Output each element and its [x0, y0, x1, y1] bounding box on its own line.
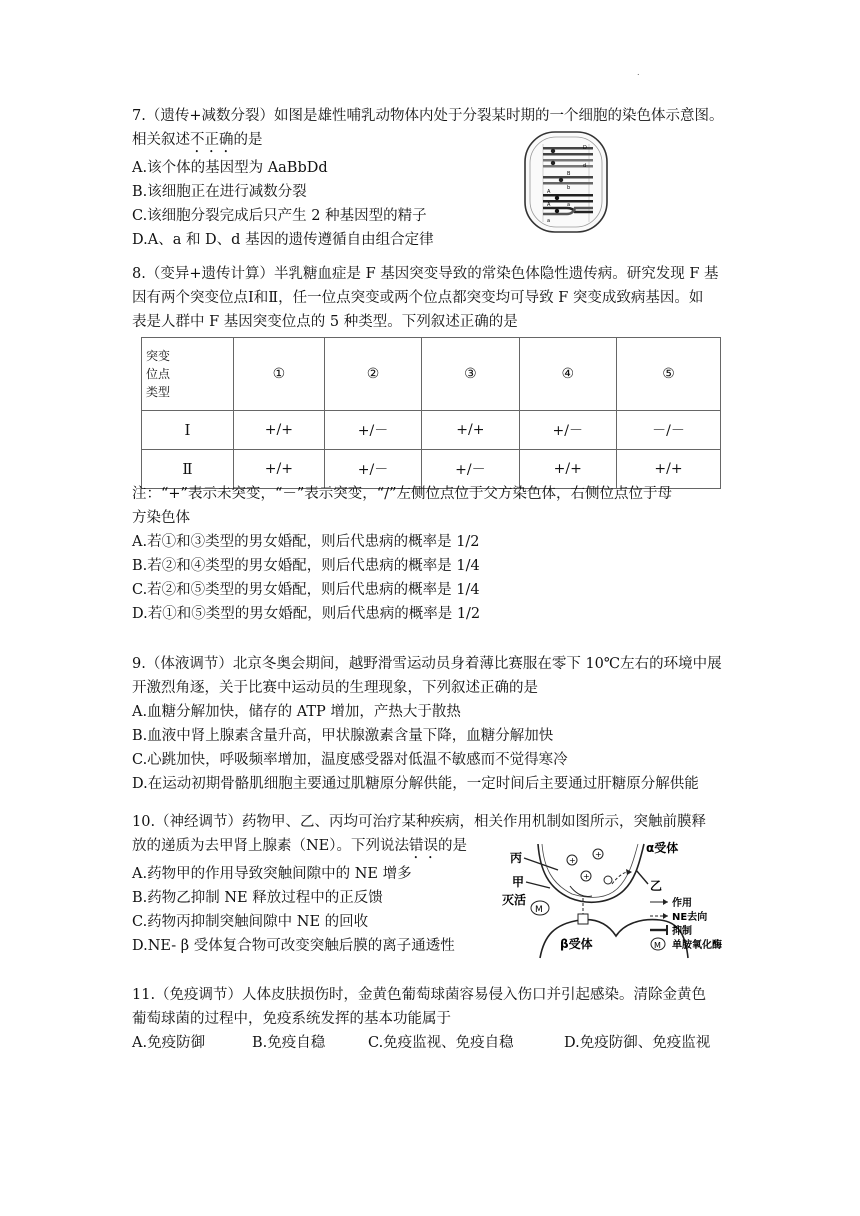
q7-cell-figure — [523, 130, 609, 234]
table-cell: －/－ — [616, 411, 720, 450]
table-cell: +/+ — [422, 411, 519, 450]
q11-options — [132, 1031, 732, 1055]
table-cell: +/+ — [234, 411, 325, 450]
q7-stem-line2 — [132, 128, 732, 156]
table-header-5: ⑤ — [616, 338, 720, 411]
q11-stem-line2: 葡萄球菌的过程中，免疫系统发挥的基本功能属于 — [132, 1011, 451, 1027]
q7-option-c: C.该细胞分裂完成后只产生 2 种基因型的精子 — [132, 208, 427, 224]
q10-option-a: A.药物甲的作用导致突触间隙中的 NE 增多 — [132, 866, 412, 882]
q8-mutation-table — [141, 337, 721, 489]
table-row — [142, 411, 721, 450]
q8-note-line1: 注：“+”表示未突变，“－”表示突变，“/”左侧位点位于父方染色体，右侧位点位于母 — [132, 486, 673, 502]
row-label-II: Ⅱ — [142, 450, 234, 489]
q7-stem-line1: 7.（遗传+减数分裂）如图是雄性哺乳动物体内处于分裂某时期的一个细胞的染色体示意图。 — [132, 108, 724, 124]
q10-figure-m: M — [535, 905, 543, 915]
q8-option-a: A.若①和③类型的男女婚配，则后代患病的概率是 1/2 — [132, 534, 480, 550]
q10-legend-enzyme: 单胺氧化酶 — [672, 940, 722, 951]
q7-label-a1: a — [567, 202, 571, 208]
table-header-4: ④ — [519, 338, 616, 411]
q8-note-line2: 方染色体 — [132, 510, 190, 526]
q10-label-alpha: α受体 — [646, 841, 679, 855]
q11-option-c: C.免疫监视、免疫自稳 — [368, 1035, 514, 1051]
q8-stem-line3: 表是人群中 F 基因突变位点的 5 种类型。下列叙述正确的是 — [132, 314, 518, 330]
q10-stem-emphasis: 错误 — [409, 838, 439, 854]
q10-label-beta: β受体 — [560, 937, 593, 951]
q8-stem-line1: 8.（变异+遗传计算）半乳糖血症是 F 基因突变导致的常染色体隐性遗传病。研究发现 F 基 — [132, 266, 719, 282]
q9-stem-line2: 开激烈角逐，关于比赛中运动员的生理现象，下列叙述正确的是 — [132, 680, 538, 696]
q10-legend-ne: NE去向 — [672, 912, 708, 923]
q7-stem-emphasis: 不正确 — [190, 132, 234, 148]
table-cell: +/+ — [519, 450, 616, 489]
corner-line3: 类型 — [146, 385, 171, 399]
q11-stem-line1: 11.（免疫调节）人体皮肤损伤时，金黄色葡萄球菌容易侵入伤口并引起感染。清除金黄色 — [132, 987, 707, 1003]
q10-label-bing: 丙 — [510, 851, 523, 865]
question-11 — [132, 983, 732, 1055]
table-cell: +/+ — [616, 450, 720, 489]
q7-label-d: d — [583, 163, 587, 169]
q7-option-d: D.A、a 和 D、d 基因的遗传遵循自由组合定律 — [132, 232, 434, 248]
table-cell: +/－ — [324, 411, 421, 450]
q11-option-a: A.免疫防御 — [132, 1035, 206, 1051]
q8-stem-line2: 因有两个突变位点Ⅰ和Ⅱ，任一位点突变或两个位点都突变均可导致 F 突变成致病基因。如 — [132, 290, 704, 306]
q11-option-d: D.免疫防御、免疫监视 — [564, 1035, 711, 1051]
q7-label-a2: a — [547, 218, 551, 224]
svg-text:M: M — [654, 941, 661, 950]
q11-option-b: B.免疫自稳 — [252, 1035, 326, 1051]
q9-option-a: A.血糖分解加快，储存的 ATP 增加，产热大于散热 — [132, 704, 461, 720]
q10-label-jia: 甲 — [512, 875, 525, 889]
q7-option-b: B.该细胞正在进行减数分裂 — [132, 184, 307, 200]
q10-synapse-figure — [500, 840, 730, 962]
q7-stem-pre: 相关叙述 — [132, 132, 190, 148]
table-corner-cell — [142, 338, 234, 411]
q8-option-c: C.若②和⑤类型的男女婚配，则后代患病的概率是 1/4 — [132, 582, 480, 598]
q10-option-c: C.药物丙抑制突触间隙中 NE 的回收 — [132, 914, 369, 930]
q10-stem-pre: 放的递质为去甲肾上腺素（NE）。下列说法 — [132, 838, 410, 854]
table-header-row — [142, 338, 721, 411]
svg-text:+: + — [569, 856, 576, 865]
q10-label-miehuo: 灭活 — [502, 893, 527, 907]
corner-line2: 位点 — [146, 367, 171, 381]
q7-stem-post: 的是 — [233, 132, 263, 148]
table-cell: +/－ — [324, 450, 421, 489]
q7-label-A1: A — [547, 189, 551, 195]
q9-option-b: B.血液中肾上腺素含量升高，甲状腺激素含量下降，血糖分解加快 — [132, 728, 554, 744]
q9-stem-line1: 9.（体液调节）北京冬奥会期间，越野滑雪运动员身着薄比赛服在零下 10℃左右的环境中展 — [132, 656, 722, 672]
question-8-note-options — [132, 482, 732, 626]
question-8 — [132, 262, 732, 334]
q8-option-d: D.若①和⑤类型的男女婚配，则后代患病的概率是 1/2 — [132, 606, 481, 622]
q7-label-b: b — [567, 185, 571, 191]
question-7 — [132, 104, 732, 252]
svg-text:+: + — [583, 872, 590, 881]
q10-option-b: B.药物乙抑制 NE 释放过程中的正反馈 — [132, 890, 383, 906]
header-mark: . — [637, 68, 640, 77]
q7-label-B: B — [567, 171, 571, 177]
q7-option-a: A.该个体的基因型为 AaBbDd — [132, 160, 328, 176]
table-header-2: ② — [324, 338, 421, 411]
q7-label-D: D — [583, 145, 587, 151]
q10-option-d: D.NE- β 受体复合物可改变突触后膜的离子通透性 — [132, 938, 455, 954]
q7-label-A2: A — [547, 202, 551, 208]
q10-label-yi: 乙 — [650, 879, 663, 893]
corner-line1: 突变 — [146, 349, 171, 363]
table-cell: +/－ — [422, 450, 519, 489]
q8-option-b: B.若②和④类型的男女婚配，则后代患病的概率是 1/4 — [132, 558, 480, 574]
table-header-1: ① — [234, 338, 325, 411]
q10-stem-post: 的是 — [438, 838, 468, 854]
row-label-I: Ⅰ — [142, 411, 234, 450]
table-header-3: ③ — [422, 338, 519, 411]
table-cell: +/－ — [519, 411, 616, 450]
q10-legend-zuoyong: 作用 — [672, 898, 692, 909]
q10-stem-line1: 10.（神经调节）药物甲、乙、丙均可治疗某种疾病，相关作用机制如图所示，突触前膜释 — [132, 814, 707, 830]
q10-legend-yizhi: 抑制 — [672, 926, 692, 937]
q9-option-d: D.在运动初期骨骼肌细胞主要通过肌糖原分解供能，一定时间后主要通过肝糖原分解供能 — [132, 776, 699, 792]
question-9 — [132, 652, 732, 796]
q9-option-c: C.心跳加快，呼吸频率增加，温度感受器对低温不敏感而不觉得寒冷 — [132, 752, 568, 768]
table-cell: +/+ — [234, 450, 325, 489]
svg-text:+: + — [595, 850, 602, 859]
